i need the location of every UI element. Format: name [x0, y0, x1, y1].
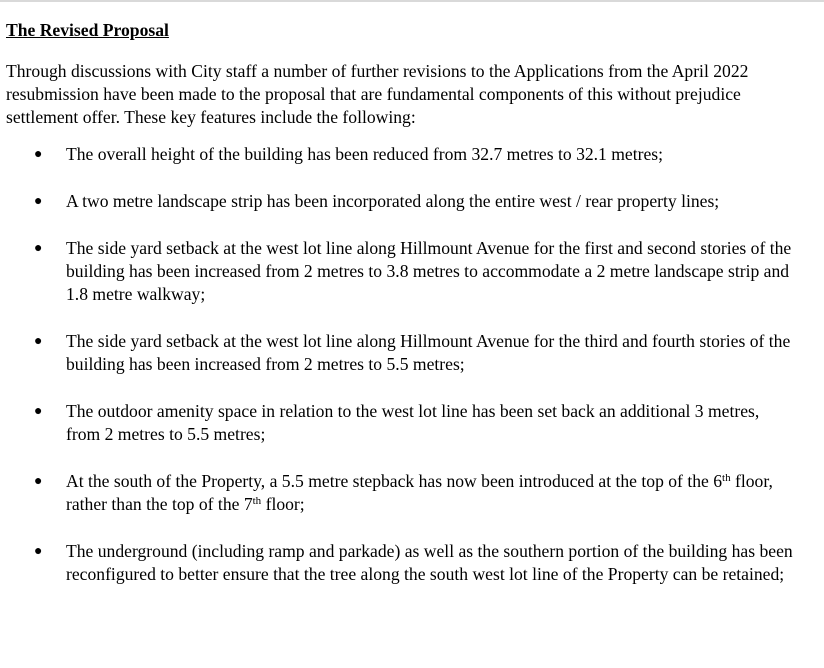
list-item-text: The underground (including ramp and parkade) as well as the southern portion of the building has been reconfigured to better ensure that the tree along the south west lot line of the Property can be retained; [66, 541, 793, 584]
bullet-icon: ● [34, 147, 43, 162]
bullet-icon: ● [34, 241, 43, 256]
list-item-text: The outdoor amenity space in relation to the west lot line has been set back an additional 3 metres, from 2 metres to 5.5 metres; [66, 401, 760, 444]
list-item [6, 400, 796, 446]
section-heading: The Revised Proposal [6, 20, 169, 40]
key-features-list [6, 143, 818, 586]
top-divider [0, 0, 824, 2]
bullet-icon: ● [34, 334, 43, 349]
bullet-icon: ● [34, 544, 43, 559]
list-item-text: The side yard setback at the west lot line along Hillmount Avenue for the third and fourth stories of the building has been increased from 2 metres to 5.5 metres; [66, 331, 791, 374]
ordinal-suffix: th [722, 472, 731, 484]
list-item-text [66, 471, 773, 514]
text-segment: At the south of the Property, a 5.5 metre stepback has now been introduced at the top of the 6 [66, 471, 723, 491]
text-segment: floor, rather than the top of the 7 [66, 471, 773, 514]
text-segment: floor; [261, 494, 305, 514]
bullet-icon: ● [34, 404, 43, 419]
list-item-text: The side yard setback at the west lot line along Hillmount Avenue for the first and second stories of the building has been increased from 2 metres to 3.8 metres to accommodate a 2 metre landscape strip and 1.8 metre walkway; [66, 238, 792, 304]
list-item [6, 470, 796, 516]
intro-paragraph: Through discussions with City staff a number of further revisions to the Applications from the April 2022 resubmission have been made to the proposal that are fundamental components of this without prejudice settlement offer. These key features include the following: [6, 61, 749, 127]
list-item [6, 190, 796, 213]
list-item [6, 237, 796, 306]
list-item-text: The overall height of the building has been reduced from 32.7 metres to 32.1 metres; [66, 144, 664, 164]
bullet-icon: ● [34, 194, 43, 209]
ordinal-suffix: th [252, 495, 262, 507]
list-item [6, 540, 796, 586]
list-item [6, 330, 796, 376]
list-item-text: A two metre landscape strip has been incorporated along the entire west / rear property lines; [66, 191, 720, 211]
document-body [6, 19, 818, 586]
list-item [6, 143, 796, 166]
bullet-icon: ● [34, 474, 43, 489]
